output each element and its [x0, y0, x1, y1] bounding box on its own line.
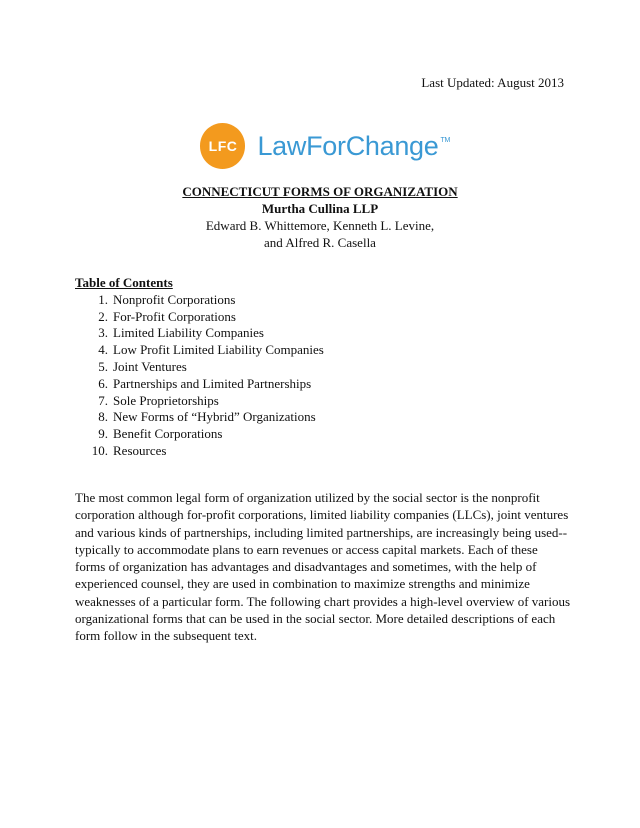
- toc-item-label: Sole Proprietorships: [113, 392, 219, 408]
- toc-item: [75, 376, 324, 393]
- toc-item: [75, 409, 324, 426]
- toc-item-label: Low Profit Limited Liability Companies: [113, 342, 324, 358]
- toc-item-number: 8.: [98, 409, 108, 425]
- toc-item: [75, 342, 324, 359]
- toc-item-label: Resources: [113, 442, 167, 458]
- logo-word-for: For: [306, 130, 346, 161]
- toc-item-label: New Forms of “Hybrid” Organizations: [113, 409, 316, 425]
- toc-item: [75, 393, 324, 410]
- toc-item-number: 2.: [98, 308, 108, 324]
- last-updated-date: Last Updated: August 2013: [421, 75, 564, 90]
- toc-item: [75, 325, 324, 342]
- toc-item-number: 7.: [98, 392, 108, 408]
- toc-item-number: 5.: [98, 358, 108, 374]
- table-of-contents: [75, 275, 324, 460]
- toc-heading: Table of Contents: [75, 275, 173, 290]
- toc-item-label: Joint Ventures: [113, 358, 187, 374]
- document-title: CONNECTICUT FORMS OF ORGANIZATION: [182, 184, 458, 199]
- logo-wordmark: [257, 131, 450, 162]
- toc-item: [75, 292, 324, 309]
- toc-item-number: 10.: [91, 442, 108, 458]
- toc-item-label: Partnerships and Limited Partnerships: [113, 375, 312, 391]
- lfc-logo-icon: [200, 123, 245, 169]
- logo-word-change: Change: [345, 130, 439, 161]
- intro-paragraph: The most common legal form of organization utilized by the social sector is the nonprofit corporation although for-profit corporations, limited liability companies (LLCs), joint ventures and various kinds of partnerships, including limited partnerships, are increasingly being used--typically to accommodate plans to earn revenues or access capital markets. Each of these forms of organization has advantages and disadvantages and sometimes, with the help of experienced counsel, they are used in combination to maximize strengths and minimize weaknesses of a particular form. The following chart provides a high-level overview of various organizational forms that can be used in the social sector. More detailed descriptions of each form follow in the subsequent text.: [75, 490, 571, 644]
- toc-item: [75, 443, 324, 460]
- toc-item-label: Benefit Corporations: [113, 426, 223, 442]
- toc-item-number: 6.: [98, 375, 108, 391]
- toc-item: [75, 359, 324, 376]
- logo-trademark: TM: [440, 136, 450, 144]
- title-block: [0, 183, 640, 251]
- toc-item-number: 1.: [98, 291, 108, 307]
- logo-initials: LFC: [208, 138, 238, 154]
- toc-item-number: 4.: [98, 342, 108, 358]
- authors-line-1: Edward B. Whittemore, Kenneth L. Levine,: [205, 218, 435, 233]
- toc-item: [75, 426, 324, 443]
- toc-item-label: Limited Liability Companies: [113, 325, 264, 341]
- toc-item: [75, 309, 324, 326]
- toc-item-label: Nonprofit Corporations: [113, 291, 236, 307]
- lawforchange-logo: [200, 120, 450, 172]
- authors-line-2: and Alfred R. Casella: [264, 235, 376, 250]
- logo-word-law: Law: [257, 130, 307, 161]
- toc-list: [75, 292, 324, 460]
- toc-item-number: 3.: [98, 325, 108, 341]
- toc-item-label: For-Profit Corporations: [113, 308, 236, 324]
- law-firm-name: Murtha Cullina LLP: [261, 201, 379, 216]
- toc-item-number: 9.: [98, 426, 108, 442]
